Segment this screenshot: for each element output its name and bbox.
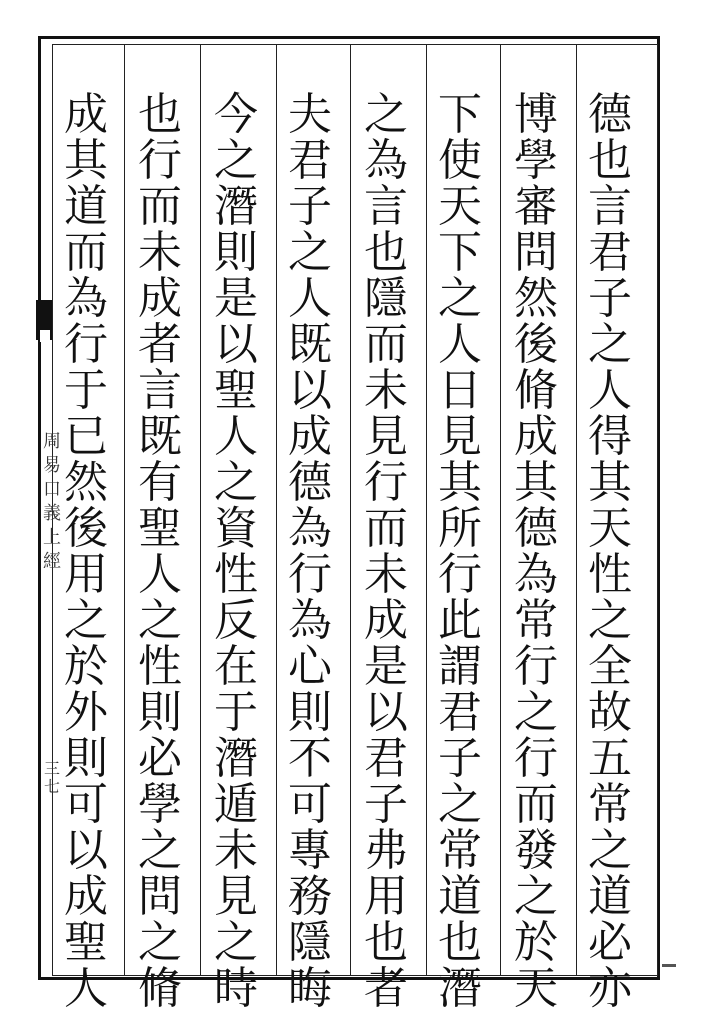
column-rule	[426, 44, 427, 976]
text-column-5: 夫 君 子 之 人 既 以 成 德 為 行 為 心 則 不 可 專 務 隱 晦	[288, 89, 332, 1014]
edge-mark	[662, 964, 676, 967]
text-column-6: 今 之 潛 則 是 以 聖 人 之 資 性 反 在 于 潛 遁 未 見 之 時	[214, 89, 258, 1014]
column-rule	[276, 44, 277, 976]
text-column-3: 下 使 天 下 之 人 日 見 其 所 行 此 謂 君 子 之 常 道 也 潛	[438, 89, 482, 1014]
text-column-8: 成 其 道 而 為 行 于 已 然 後 用 之 於 外 則 可 以 成 聖 人	[64, 89, 108, 1014]
column-rule	[576, 44, 577, 976]
text-column-7: 也 行 而 未 成 者 言 既 有 聖 人 之 性 則 必 學 之 問 之 脩	[138, 89, 182, 1014]
column-rule	[500, 44, 501, 976]
column-rule	[200, 44, 201, 976]
fish-tail-notch	[40, 330, 50, 342]
text-column-4: 之 為 言 也 隱 而 未 見 行 而 未 成 是 以 君 子 弗 用 也 者	[364, 89, 408, 1014]
column-rule	[124, 44, 125, 976]
column-rule	[350, 44, 351, 976]
page-number: 三 七	[43, 759, 60, 796]
text-column-1: 德 也 言 君 子 之 人 得 其 天 性 之 全 故 五 常 之 道 必 亦	[588, 89, 632, 1014]
book-title-margin: 周 易 口 義 上 經	[43, 431, 61, 572]
text-column-2: 博 學 審 問 然 後 脩 成 其 德 為 常 行 之 行 而 發 之 於 天	[514, 89, 558, 1014]
